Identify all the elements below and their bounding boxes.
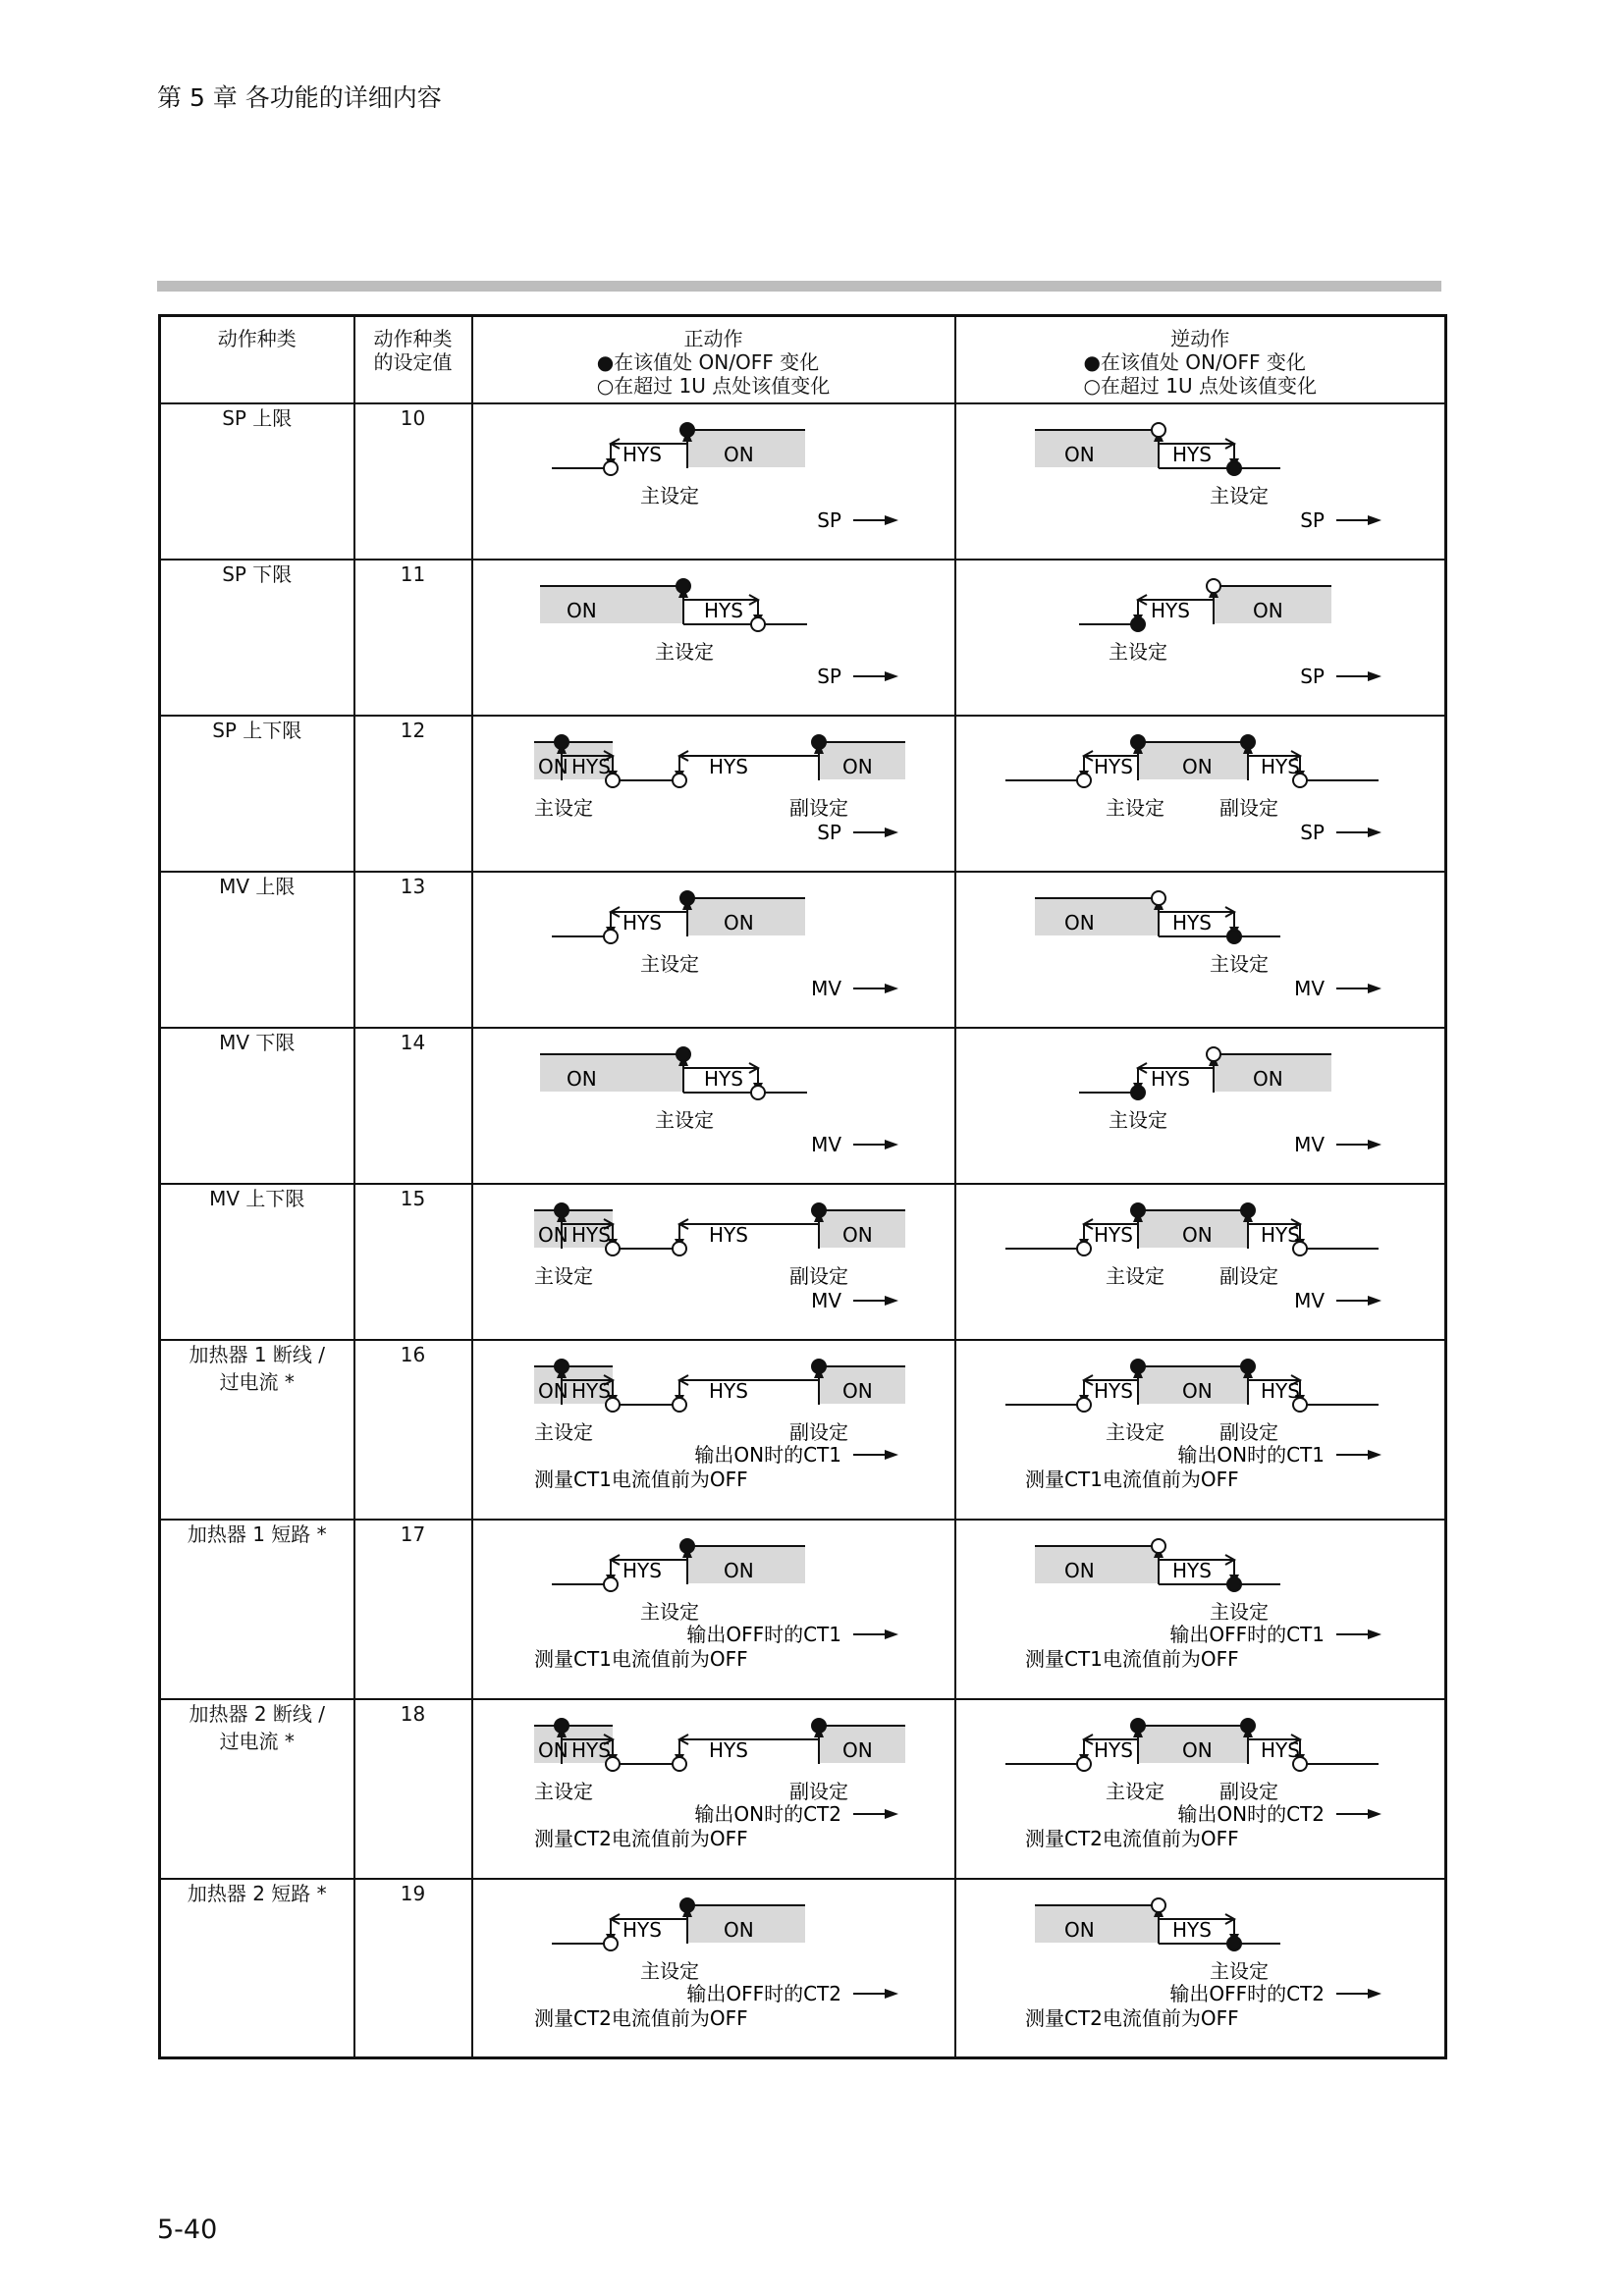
onoff-diagram: [473, 404, 954, 558]
setpoint-dot: [680, 891, 694, 905]
direct-action-diagram: [472, 1028, 955, 1184]
table-row: [160, 872, 1446, 1028]
alarm-type-line: SP 下限: [222, 561, 293, 586]
axis-arrow-head-icon: [1368, 1450, 1381, 1460]
main-setpoint-label: 主设定: [1108, 639, 1167, 664]
alarm-type-line: 过电流 *: [219, 1369, 295, 1394]
sub-setpoint-dot: [1241, 1203, 1255, 1217]
hysteresis-dot: [604, 930, 618, 943]
hysteresis-dot: [1152, 891, 1165, 905]
main-setpoint-dot: [555, 1719, 568, 1733]
axis-label: 输出ON时的CT2: [1176, 1801, 1325, 1826]
on-label: ON: [841, 1378, 873, 1403]
on-label: ON: [537, 1737, 568, 1762]
sub-setpoint-dot: [812, 1360, 826, 1373]
header-reverse-line1: ●在该值处 ON/OFF 变化: [1083, 350, 1306, 374]
hys-label: HYS: [570, 754, 611, 778]
header-value-line1: 动作种类: [373, 327, 453, 350]
axis-arrow-head-icon: [885, 1989, 898, 1999]
main-setpoint-label: 主设定: [533, 1779, 593, 1803]
setpoint-dot: [1131, 617, 1145, 631]
alarm-type-value: 14: [354, 1028, 472, 1184]
on-label: ON: [1063, 1917, 1095, 1942]
setpoint-dot: [677, 1047, 690, 1061]
main-setpoint-label: 主设定: [654, 639, 714, 664]
setpoint-dot: [680, 423, 694, 437]
alarm-type-line: SP 上下限: [212, 718, 302, 742]
on-label: ON: [1252, 1066, 1283, 1091]
hys-label: HYS: [708, 1222, 748, 1247]
hys-label: HYS: [1171, 1558, 1212, 1582]
axis-label: MV: [810, 1288, 841, 1312]
direct-action-diagram: [472, 872, 955, 1028]
sub-setpoint-label: 副设定: [788, 795, 848, 820]
main-setpoint-label: 主设定: [1105, 1419, 1164, 1444]
axis-label: 输出OFF时的CT2: [685, 1981, 841, 2005]
hysteresis-dot: [1077, 1398, 1091, 1412]
alarm-type-line: 加热器 1 短路 *: [187, 1522, 327, 1546]
sub-setpoint-label: 副设定: [1218, 795, 1278, 820]
alarm-type-line: 过电流 *: [219, 1729, 295, 1753]
table-row: [160, 560, 1446, 716]
onoff-diagram: [473, 873, 954, 1026]
direct-action-diagram: [472, 560, 955, 716]
table-body: [160, 403, 1446, 2058]
hys-label: HYS: [1150, 598, 1190, 622]
alarm-type-value: 13: [354, 872, 472, 1028]
hysteresis-dot: [1207, 1047, 1220, 1061]
onoff-diagram: [956, 717, 1437, 870]
hys-label: HYS: [622, 910, 662, 934]
axis-arrow-head-icon: [885, 828, 898, 837]
on-label: ON: [1252, 598, 1283, 622]
hysteresis-dot: [1152, 423, 1165, 437]
note-label: 测量CT2电流值前为OFF: [1024, 2005, 1239, 2030]
on-region: [540, 1054, 683, 1092]
main-setpoint-dot: [1131, 1360, 1145, 1373]
alarm-type-line: MV 下限: [219, 1030, 296, 1054]
hys-label: HYS: [1093, 1222, 1133, 1247]
on-label: ON: [841, 754, 873, 778]
sub-setpoint-dot: [812, 735, 826, 749]
on-region: [1035, 1546, 1159, 1583]
sub-setpoint-dot: [1241, 1360, 1255, 1373]
alarm-type: [160, 1879, 354, 2058]
axis-arrow-head-icon: [1368, 984, 1381, 993]
header-direct-line1: ●在该值处 ON/OFF 变化: [596, 350, 820, 374]
axis-label: 输出OFF时的CT2: [1168, 1981, 1325, 2005]
hys-label: HYS: [570, 1222, 611, 1247]
hysteresis-dot: [673, 774, 686, 787]
note-label: 测量CT1电流值前为OFF: [533, 1646, 748, 1671]
hysteresis-dot: [751, 617, 765, 631]
alarm-type-value: 19: [354, 1879, 472, 2058]
on-label: ON: [1063, 442, 1095, 466]
onoff-diagram: [956, 404, 1437, 558]
alarm-type-line: 加热器 2 断线 /: [189, 1701, 326, 1726]
hys-label: HYS: [708, 754, 748, 778]
axis-label: MV: [1293, 976, 1325, 1000]
hysteresis-dot: [673, 1757, 686, 1771]
main-setpoint-dot: [1131, 735, 1145, 749]
sub-setpoint-label: 副设定: [788, 1419, 848, 1444]
onoff-diagram: [956, 561, 1437, 714]
main-setpoint-label: 主设定: [1105, 1263, 1164, 1288]
reverse-action-diagram: [955, 403, 1446, 560]
reverse-action-diagram: [955, 1699, 1446, 1879]
header-reverse-title: 逆动作: [1170, 327, 1230, 350]
sub-setpoint-label: 副设定: [1218, 1263, 1278, 1288]
hys-label: HYS: [1171, 910, 1212, 934]
alarm-type-line: SP 上限: [222, 405, 293, 430]
hysteresis-dot: [673, 1242, 686, 1255]
onoff-diagram: [956, 1521, 1437, 1697]
setpoint-dot: [677, 579, 690, 593]
header-reverse-line2: ○在超过 1U 点处该值变化: [1083, 374, 1318, 398]
on-label: ON: [1181, 1222, 1213, 1247]
main-setpoint-label: 主设定: [1209, 483, 1269, 507]
hys-label: HYS: [1093, 754, 1133, 778]
table-row: [160, 1520, 1446, 1699]
axis-arrow-head-icon: [1368, 1140, 1381, 1149]
alarm-type: [160, 872, 354, 1028]
axis-label: 输出OFF时的CT1: [685, 1622, 841, 1646]
sub-setpoint-label: 副设定: [1218, 1779, 1278, 1803]
on-region: [1035, 1905, 1159, 1943]
table-row: [160, 1879, 1446, 2058]
on-label: ON: [537, 1378, 568, 1403]
note-label: 测量CT2电流值前为OFF: [1024, 1826, 1239, 1850]
axis-arrow-head-icon: [1368, 828, 1381, 837]
header-direct-line2: ○在超过 1U 点处该值变化: [596, 374, 831, 398]
axis-label: SP: [816, 664, 841, 688]
alarm-type-line: MV 上下限: [209, 1186, 305, 1210]
alarm-type-line: MV 上限: [219, 874, 296, 898]
axis-label: SP: [816, 820, 841, 844]
hys-label: HYS: [1150, 1066, 1190, 1091]
on-label: ON: [1063, 910, 1095, 934]
onoff-diagram: [473, 561, 954, 714]
sub-setpoint-dot: [812, 1719, 826, 1733]
axis-arrow-head-icon: [885, 671, 898, 681]
sub-setpoint-label: 副设定: [1218, 1419, 1278, 1444]
axis-label: 输出ON时的CT1: [693, 1442, 841, 1467]
onoff-diagram: [956, 873, 1437, 1026]
alarm-type-value: 10: [354, 403, 472, 560]
note-label: 测量CT2电流值前为OFF: [533, 1826, 748, 1850]
note-label: 测量CT1电流值前为OFF: [1024, 1646, 1239, 1671]
hys-label: HYS: [1260, 1378, 1300, 1403]
header-value: [354, 316, 472, 403]
hys-label: HYS: [622, 1917, 662, 1942]
alarm-type-table: [158, 314, 1447, 2059]
on-label: ON: [841, 1737, 873, 1762]
hys-label: HYS: [1260, 1222, 1300, 1247]
reverse-action-diagram: [955, 1184, 1446, 1340]
alarm-type-value: 17: [354, 1520, 472, 1699]
on-region: [1035, 430, 1159, 467]
table-row: [160, 1184, 1446, 1340]
onoff-diagram: [473, 1185, 954, 1338]
axis-label: MV: [810, 976, 841, 1000]
hysteresis-dot: [1077, 774, 1091, 787]
direct-action-diagram: [472, 1879, 955, 2058]
hysteresis-dot: [751, 1086, 765, 1099]
on-label: ON: [841, 1222, 873, 1247]
main-setpoint-label: 主设定: [639, 951, 699, 976]
axis-arrow-head-icon: [1368, 515, 1381, 525]
axis-label: SP: [816, 507, 841, 532]
direct-action-diagram: [472, 1520, 955, 1699]
on-label: ON: [566, 1066, 597, 1091]
sub-setpoint-dot: [1241, 1719, 1255, 1733]
onoff-diagram: [473, 1029, 954, 1182]
alarm-type: [160, 1340, 354, 1520]
direct-action-diagram: [472, 1184, 955, 1340]
chapter-title: 第 5 章 各功能的详细内容: [157, 83, 442, 112]
table-row: [160, 1699, 1446, 1879]
axis-label: SP: [1299, 507, 1325, 532]
on-label: ON: [723, 1558, 754, 1582]
reverse-action-diagram: [955, 716, 1446, 872]
header-value-line2: 的设定值: [373, 350, 453, 374]
hys-label: HYS: [1093, 1737, 1133, 1762]
main-setpoint-label: 主设定: [654, 1107, 714, 1132]
hysteresis-dot: [1152, 1539, 1165, 1553]
direct-action-diagram: [472, 716, 955, 872]
main-setpoint-label: 主设定: [533, 1263, 593, 1288]
hys-label: HYS: [1260, 1737, 1300, 1762]
hysteresis-dot: [1077, 1242, 1091, 1255]
main-setpoint-dot: [1131, 1203, 1145, 1217]
main-setpoint-label: 主设定: [1108, 1107, 1167, 1132]
axis-arrow-head-icon: [885, 1140, 898, 1149]
reverse-action-diagram: [955, 872, 1446, 1028]
main-setpoint-label: 主设定: [533, 795, 593, 820]
main-setpoint-label: 主设定: [1209, 1599, 1269, 1624]
on-region: [540, 586, 683, 623]
alarm-type-line: 加热器 1 断线 /: [189, 1342, 326, 1366]
hys-label: HYS: [570, 1378, 611, 1403]
axis-arrow-head-icon: [1368, 1296, 1381, 1306]
alarm-type-value: 15: [354, 1184, 472, 1340]
setpoint-dot: [680, 1898, 694, 1912]
hysteresis-dot: [604, 1577, 618, 1591]
alarm-type-line: 加热器 2 短路 *: [187, 1881, 327, 1905]
axis-arrow-head-icon: [1368, 671, 1381, 681]
axis-label: MV: [810, 1132, 841, 1156]
sub-setpoint-label: 副设定: [788, 1263, 848, 1288]
note-label: 测量CT1电流值前为OFF: [1024, 1467, 1239, 1491]
on-label: ON: [1181, 1737, 1213, 1762]
onoff-diagram: [956, 1341, 1437, 1518]
main-setpoint-dot: [555, 1203, 568, 1217]
hys-label: HYS: [1260, 754, 1300, 778]
on-label: ON: [566, 598, 597, 622]
table-row: [160, 403, 1446, 560]
hys-label: HYS: [570, 1737, 611, 1762]
alarm-type-value: 16: [354, 1340, 472, 1520]
setpoint-dot: [680, 1539, 694, 1553]
hys-label: HYS: [622, 1558, 662, 1582]
onoff-diagram: [473, 1880, 954, 2056]
axis-label: MV: [1293, 1288, 1325, 1312]
direct-action-diagram: [472, 1699, 955, 1879]
table-header-row: [160, 316, 1446, 403]
hysteresis-dot: [673, 1398, 686, 1412]
axis-arrow-head-icon: [885, 1629, 898, 1639]
note-label: 测量CT1电流值前为OFF: [533, 1467, 748, 1491]
alarm-type: [160, 1028, 354, 1184]
setpoint-dot: [1227, 1577, 1241, 1591]
header-rule: [157, 281, 1441, 292]
main-setpoint-label: 主设定: [1209, 951, 1269, 976]
direct-action-diagram: [472, 403, 955, 560]
sub-setpoint-dot: [1241, 735, 1255, 749]
hys-label: HYS: [708, 1378, 748, 1403]
hysteresis-dot: [1077, 1757, 1091, 1771]
hysteresis-dot: [604, 1937, 618, 1950]
main-setpoint-dot: [1131, 1719, 1145, 1733]
on-label: ON: [723, 1917, 754, 1942]
hys-label: HYS: [1171, 442, 1212, 466]
note-label: 测量CT2电流值前为OFF: [533, 2005, 748, 2030]
onoff-diagram: [956, 1700, 1437, 1877]
hys-label: HYS: [703, 1066, 743, 1091]
on-label: ON: [1063, 1558, 1095, 1582]
axis-arrow-head-icon: [885, 1450, 898, 1460]
axis-arrow-head-icon: [1368, 1809, 1381, 1819]
axis-arrow-head-icon: [885, 984, 898, 993]
header-direct-title: 正动作: [683, 327, 743, 350]
sub-setpoint-label: 副设定: [788, 1779, 848, 1803]
table-row: [160, 1028, 1446, 1184]
onoff-diagram: [473, 1341, 954, 1518]
setpoint-dot: [1227, 1937, 1241, 1950]
header-direct: [472, 316, 955, 403]
main-setpoint-label: 主设定: [1105, 795, 1164, 820]
main-setpoint-label: 主设定: [533, 1419, 593, 1444]
header-reverse: [955, 316, 1446, 403]
page-number: 5-40: [157, 2215, 218, 2245]
main-setpoint-dot: [555, 1360, 568, 1373]
hys-label: HYS: [703, 598, 743, 622]
main-setpoint-label: 主设定: [639, 1958, 699, 1983]
on-label: ON: [537, 754, 568, 778]
hys-label: HYS: [708, 1737, 748, 1762]
onoff-diagram: [956, 1185, 1437, 1338]
on-label: ON: [723, 910, 754, 934]
hysteresis-dot: [1152, 1898, 1165, 1912]
alarm-type-value: 12: [354, 716, 472, 872]
header-type: 动作种类: [160, 316, 354, 403]
hys-label: HYS: [1093, 1378, 1133, 1403]
axis-arrow-head-icon: [885, 515, 898, 525]
reverse-action-diagram: [955, 1520, 1446, 1699]
alarm-type: [160, 560, 354, 716]
reverse-action-diagram: [955, 1028, 1446, 1184]
reverse-action-diagram: [955, 1879, 1446, 2058]
on-label: ON: [537, 1222, 568, 1247]
onoff-diagram: [473, 1700, 954, 1877]
axis-label: 输出ON时的CT1: [1176, 1442, 1325, 1467]
alarm-type-value: 18: [354, 1699, 472, 1879]
axis-label: MV: [1293, 1132, 1325, 1156]
onoff-diagram: [956, 1029, 1437, 1182]
reverse-action-diagram: [955, 1340, 1446, 1520]
alarm-type: [160, 716, 354, 872]
axis-arrow-head-icon: [1368, 1629, 1381, 1639]
axis-arrow-head-icon: [885, 1809, 898, 1819]
main-setpoint-label: 主设定: [639, 1599, 699, 1624]
direct-action-diagram: [472, 1340, 955, 1520]
alarm-type-value: 11: [354, 560, 472, 716]
on-label: ON: [1181, 754, 1213, 778]
onoff-diagram: [473, 1521, 954, 1697]
alarm-type: [160, 1699, 354, 1879]
on-label: ON: [1181, 1378, 1213, 1403]
main-setpoint-label: 主设定: [1105, 1779, 1164, 1803]
main-setpoint-label: 主设定: [1209, 1958, 1269, 1983]
alarm-type: [160, 1184, 354, 1340]
setpoint-dot: [1227, 461, 1241, 475]
table-row: [160, 1340, 1446, 1520]
axis-arrow-head-icon: [1368, 1989, 1381, 1999]
onoff-diagram: [473, 717, 954, 870]
main-setpoint-label: 主设定: [639, 483, 699, 507]
hys-label: HYS: [1171, 1917, 1212, 1942]
sub-setpoint-dot: [812, 1203, 826, 1217]
main-setpoint-dot: [555, 735, 568, 749]
axis-label: SP: [1299, 820, 1325, 844]
hys-label: HYS: [622, 442, 662, 466]
setpoint-dot: [1227, 930, 1241, 943]
hysteresis-dot: [1207, 579, 1220, 593]
onoff-diagram: [956, 1880, 1437, 2056]
axis-label: 输出ON时的CT2: [693, 1801, 841, 1826]
reverse-action-diagram: [955, 560, 1446, 716]
on-region: [1035, 898, 1159, 935]
hysteresis-dot: [604, 461, 618, 475]
alarm-type: [160, 403, 354, 560]
axis-label: SP: [1299, 664, 1325, 688]
on-label: ON: [723, 442, 754, 466]
axis-label: 输出OFF时的CT1: [1168, 1622, 1325, 1646]
table-row: [160, 716, 1446, 872]
axis-arrow-head-icon: [885, 1296, 898, 1306]
setpoint-dot: [1131, 1086, 1145, 1099]
alarm-type: [160, 1520, 354, 1699]
